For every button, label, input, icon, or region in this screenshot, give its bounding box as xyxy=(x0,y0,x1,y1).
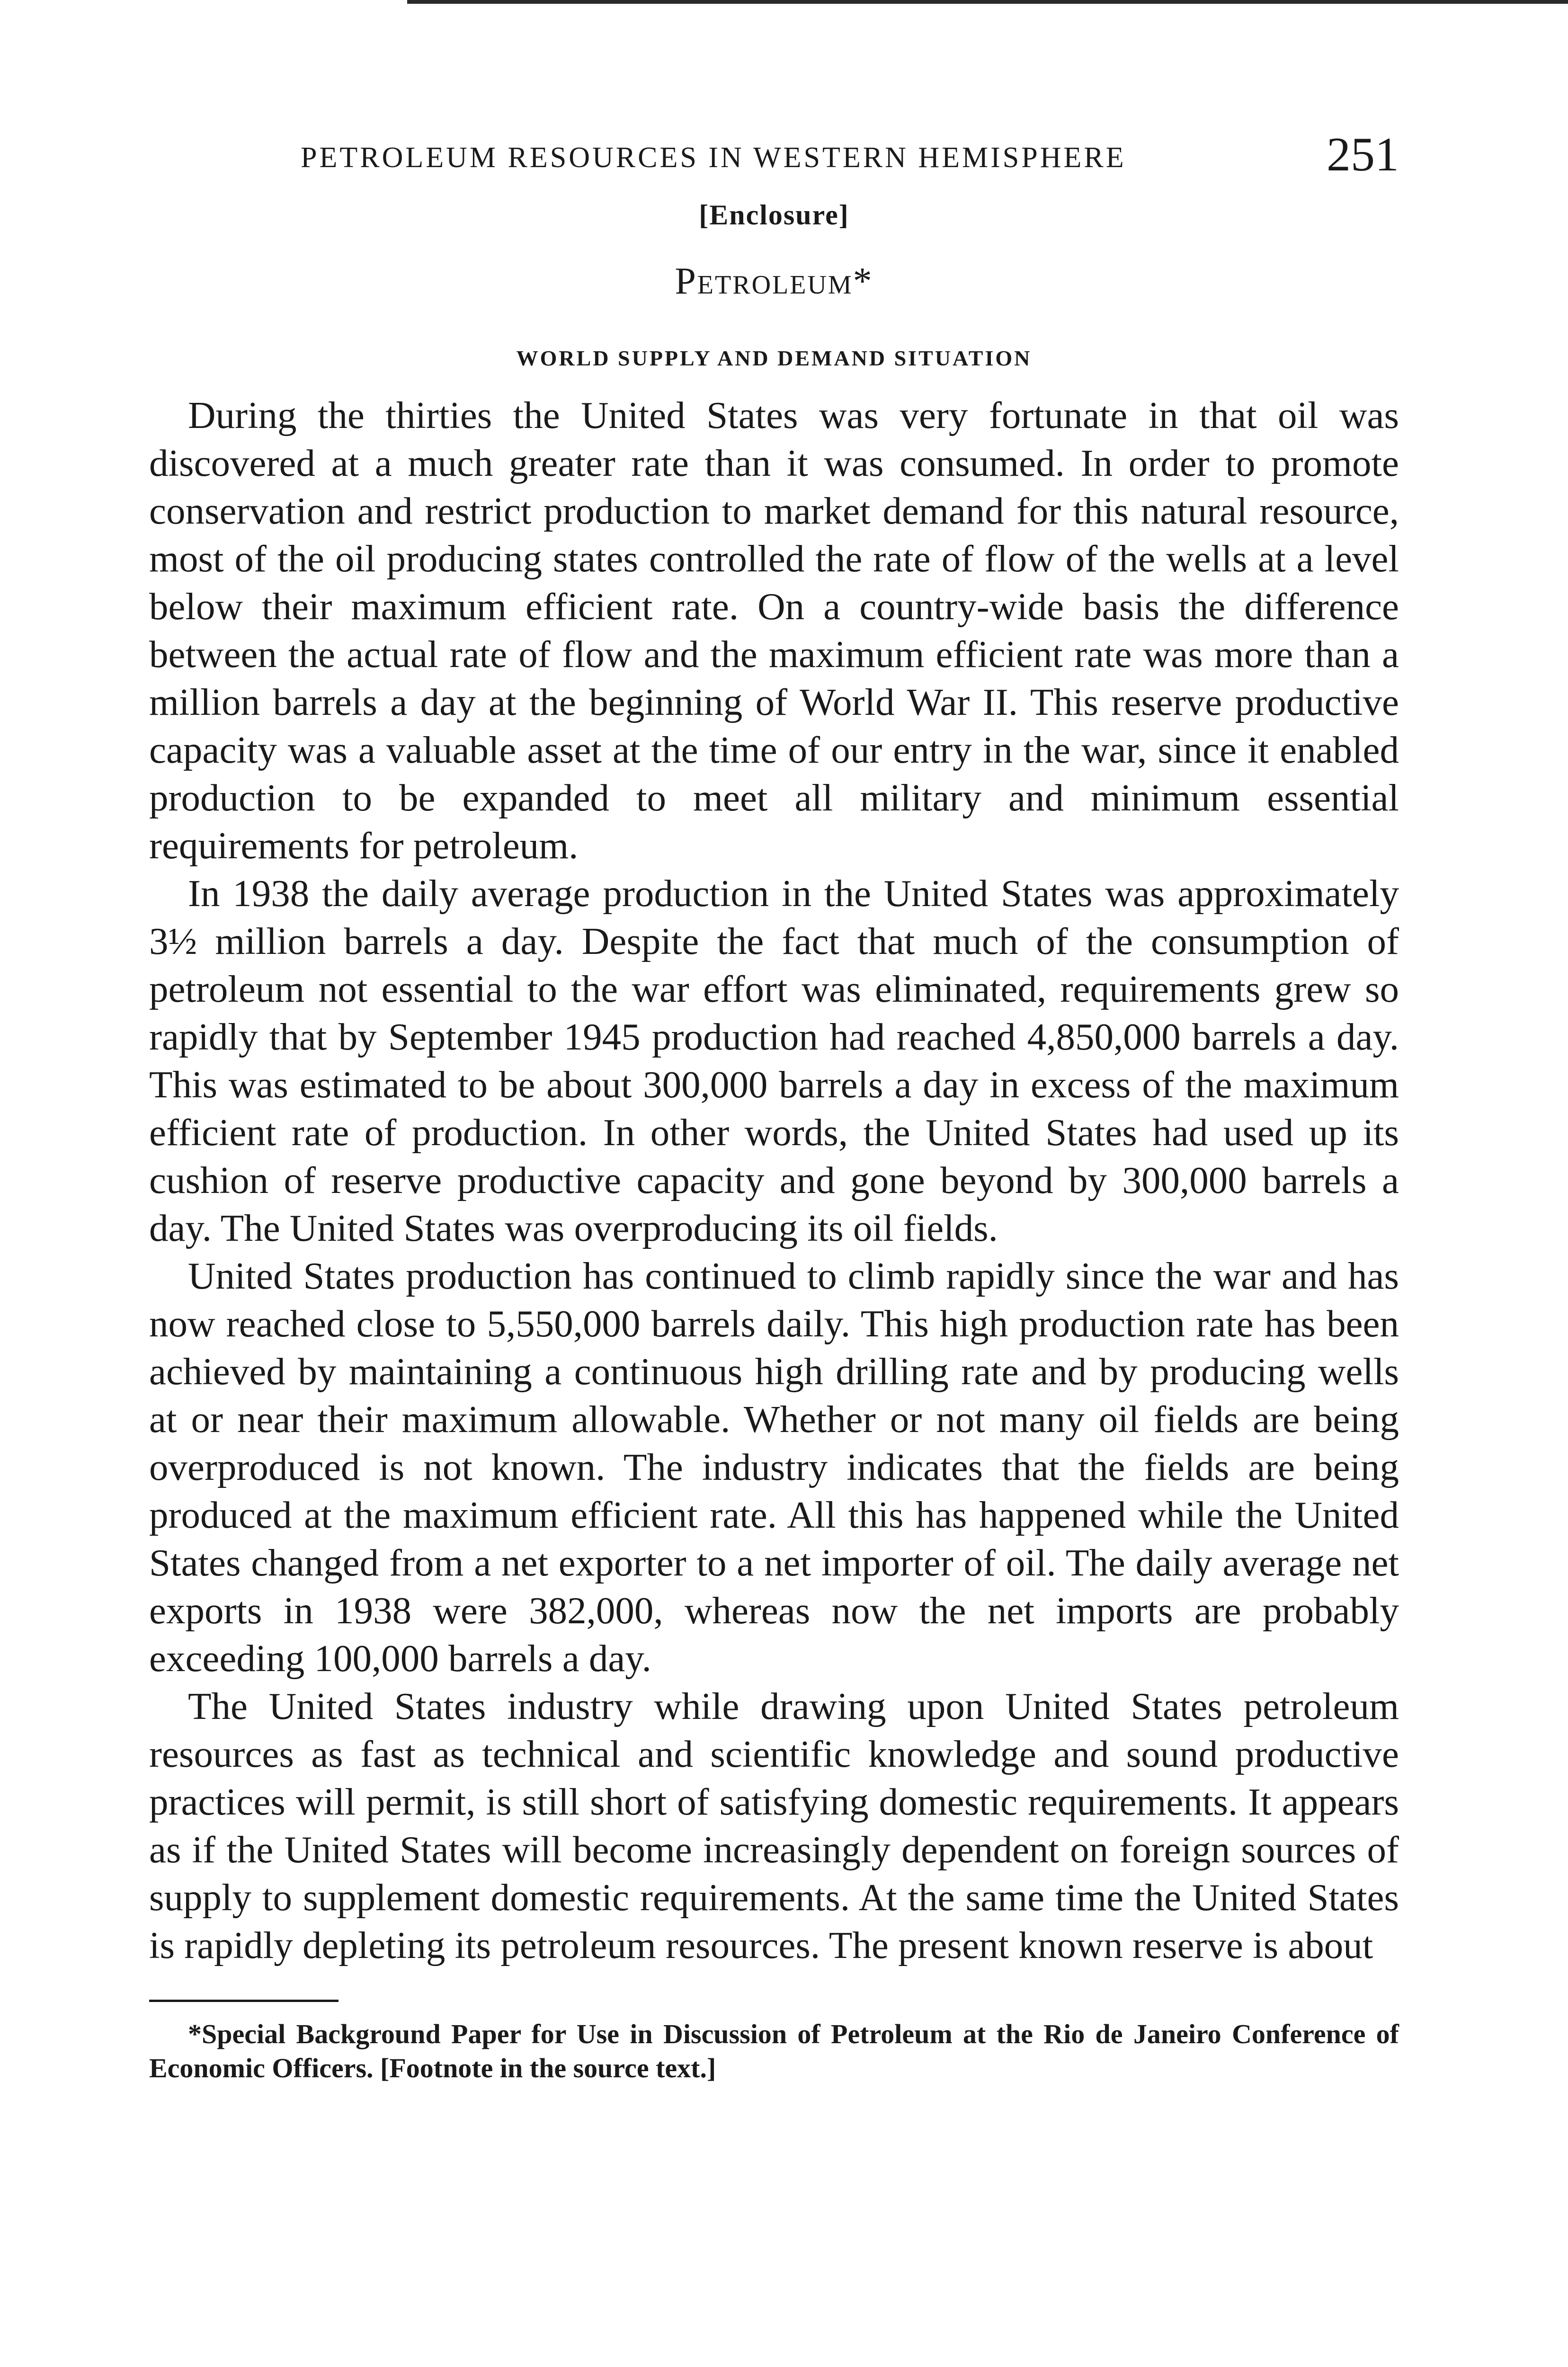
top-rule xyxy=(407,0,1568,4)
paragraph-2: In 1938 the daily average production in the United States was approximately 3½ million barrels a day. Despite the fact that much of the consumption of petroleum not essential to the war effort was eliminated, requirements grew so rapidly that by September 1945 production had reached 4,850,000 barrels a day. This was estimated to be about 300,000 barrels a day in excess of the maximum efficient rate of production. In other words, the United States had used up its cushion of reserve productive capacity and gone beyond by 300,000 barrels a day. The United States was overproducing its oil fields. xyxy=(149,872,1399,1249)
paragraph-1: During the thirties the United States was very fortunate in that oil was discovered at a much greater rate than it was consumed. In order to promote conservation and restrict production to market demand for this natural resource, most of the oil producing states controlled the rate of flow of the wells at a level below their maximum efficient rate. On a country-wide basis the difference between the actual rate of flow and the maximum efficient rate was more than a million barrels a day at the beginning of World War II. This reserve productive capacity was a valuable asset at the time of our entry in the war, since it enabled production to be expanded to meet all military and minimum essential requirements for petroleum. xyxy=(149,394,1399,867)
running-title: PETROLEUM RESOURCES IN WESTERN HEMISPHERE xyxy=(301,142,1126,174)
footnote: *Special Background Paper for Use in Discussion of Petroleum at the Rio de Janeiro Conference of Economic Officers. [Footnote in the source text.] xyxy=(149,2019,1399,2083)
running-head xyxy=(149,118,1399,180)
page-number: 251 xyxy=(1327,128,1399,181)
document-title: Petroleum* xyxy=(675,260,873,302)
paragraph-4: The United States industry while drawing upon United States petroleum resources as fast as technical and scientific knowledge and sound productive practices will permit, is still short of satisfying domestic requirements. It appears as if the United States will become increasingly dependent on foreign sources of supply to supplement domestic requirements. At the same time the United States is rapidly depleting its petroleum resources. The present known reserve is about xyxy=(149,1685,1399,1967)
section-heading: WORLD SUPPLY AND DEMAND SITUATION xyxy=(516,346,1032,370)
body-text xyxy=(149,392,1399,1969)
enclosure-label: [Enclosure] xyxy=(699,199,849,231)
paragraph-3: United States production has continued to climb rapidly since the war and has now reached close to 5,550,000 barrels daily. This high production rate has been achieved by maintaining a continuous high drilling rate and by producing wells at or near their maximum allowable. Whether or not many oil fields are being overproduced is not known. The industry indicates that the fields are being produced at the maximum efficient rate. All this has happened while the United States changed from a net exporter to a net importer of oil. The daily average net exports in 1938 were 382,000, whereas now the net imports are probably exceeding 100,000 barrels a day. xyxy=(149,1255,1399,1680)
footnote-rule xyxy=(149,2000,339,2002)
document-page xyxy=(149,118,1399,2085)
